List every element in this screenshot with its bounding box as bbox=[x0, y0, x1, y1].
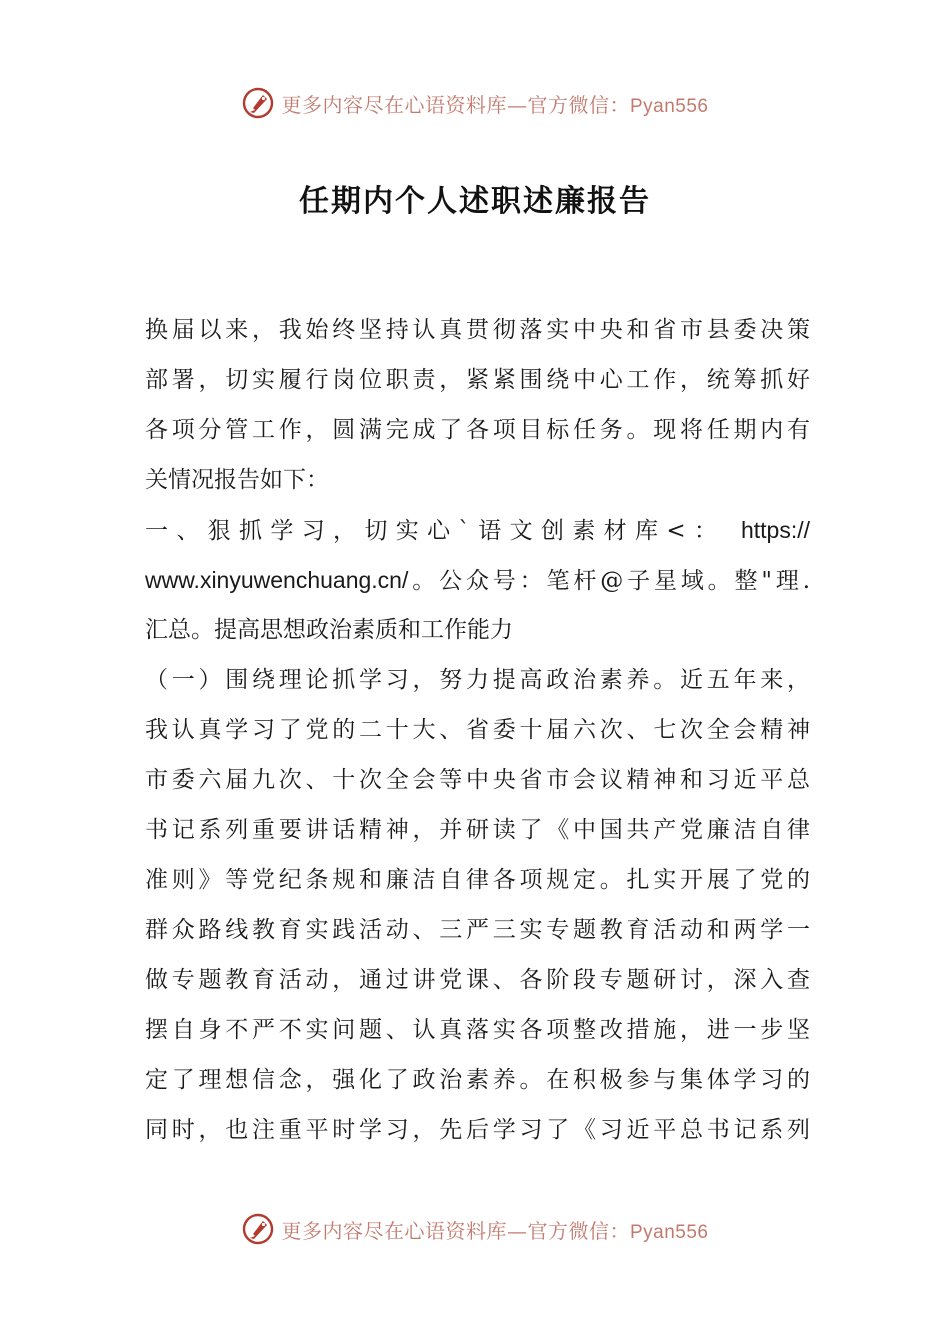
banner-slogan: 更多内容尽在心语资料库 bbox=[281, 92, 507, 117]
footer-banner bbox=[0, 1204, 950, 1254]
url-domain: www.xinyuwenchuang.cn/ bbox=[145, 567, 409, 593]
body-line: 同时，也注重平时学习，先后学习了《习近平总书记系列 bbox=[145, 1117, 810, 1143]
body-line: 定了理想信念，强化了政治素养。在积极参与集体学习的 bbox=[145, 1067, 810, 1093]
banner-slogan: 更多内容尽在心语资料库 bbox=[281, 1218, 507, 1243]
body-line: 各项分管工作，圆满完成了各项目标任务。现将任期内有 bbox=[145, 417, 810, 443]
body-line: 我认真学习了党的二十大、省委十届六次、七次全会精神 bbox=[145, 717, 810, 743]
url-part: https:// bbox=[740, 517, 810, 543]
banner-contact-label: 官方微信： bbox=[527, 1218, 630, 1243]
banner-contact-value: Pyan556 bbox=[629, 95, 709, 117]
page-title: 任期内个人述职述廉报告 bbox=[299, 184, 651, 219]
banner-dash: — bbox=[506, 92, 528, 117]
document-body bbox=[145, 305, 810, 1155]
body-line: 关情况报告如下： bbox=[145, 467, 329, 493]
body-line: 市委六届九次、十次全会等中央省市会议精神和习近平总 bbox=[145, 767, 810, 793]
body-line bbox=[145, 505, 810, 555]
footer-banner-text bbox=[281, 1215, 708, 1244]
banner-contact-label: 官方微信： bbox=[527, 92, 630, 117]
section-heading-part: 一、狠抓学习，切实心`语文创素材库<： bbox=[145, 518, 726, 544]
header-banner bbox=[0, 78, 950, 128]
body-line: 汇总。提高思想政治素质和工作能力 bbox=[145, 617, 513, 643]
body-line: 准则》等党纪条规和廉洁自律各项规定。扎实开展了党的 bbox=[145, 867, 810, 893]
pen-nib-logo-icon bbox=[241, 86, 275, 120]
banner-dash: — bbox=[506, 1218, 528, 1243]
banner-contact-value: Pyan556 bbox=[629, 1221, 709, 1243]
body-line: （一）围绕理论抓学习，努力提高政治素养。近五年来， bbox=[145, 667, 810, 693]
body-line: 群众路线教育实践活动、三严三实专题教育活动和两学一 bbox=[145, 917, 810, 943]
pen-nib-logo-icon bbox=[241, 1212, 275, 1246]
body-line: 摆自身不严不实问题、认真落实各项整改措施，进一步坚 bbox=[145, 1017, 810, 1043]
header-banner-text bbox=[281, 89, 708, 118]
wechat-account-text: 。公众号：笔杆@子星域。整"理. bbox=[408, 568, 810, 594]
body-line: 换届以来，我始终坚持认真贯彻落实中央和省市县委决策 bbox=[145, 317, 810, 343]
body-line: 书记系列重要讲话精神，并研读了《中国共产党廉洁自律 bbox=[145, 817, 810, 843]
body-line: 做专题教育活动，通过讲党课、各阶段专题研讨，深入查 bbox=[145, 967, 810, 993]
body-line: 部署，切实履行岗位职责，紧紧围绕中心工作，统筹抓好 bbox=[145, 367, 810, 393]
body-line bbox=[145, 555, 810, 605]
